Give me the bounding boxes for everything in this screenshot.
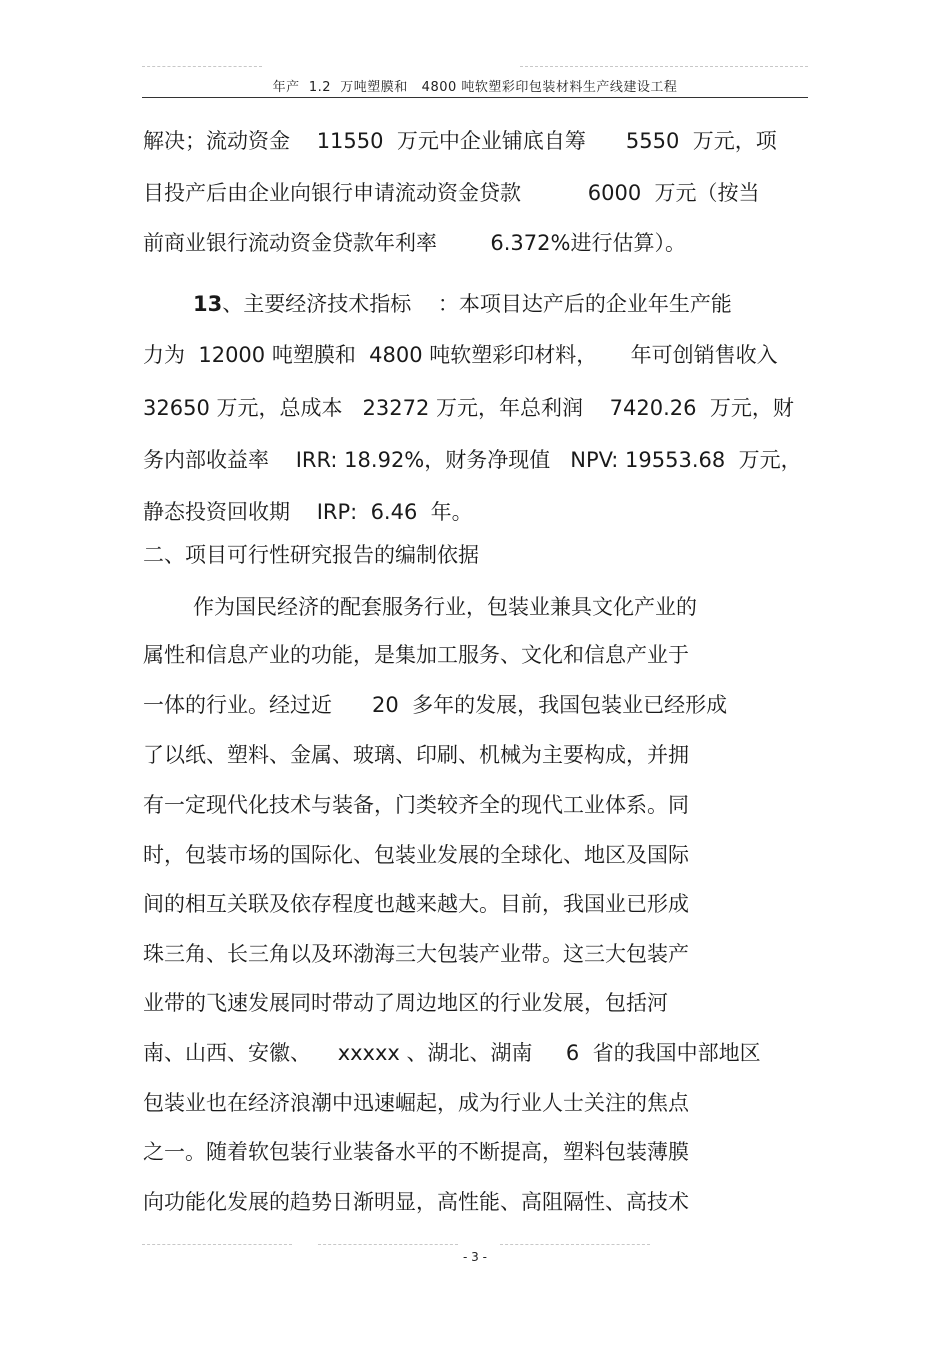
text-line: 之一。随着软包装行业装备水平的不断提高，塑料包装薄膜 bbox=[143, 1140, 689, 1164]
footer-dash-line bbox=[318, 1244, 458, 1247]
text-line: 静态投资回收期 IRP: 6.46 年。 bbox=[143, 500, 473, 524]
text-line: 有一定现代化技术与装备，门类较齐全的现代工业体系。同 bbox=[143, 793, 689, 817]
footer-dash-line bbox=[500, 1244, 650, 1247]
text-line: 属性和信息产业的功能，是集加工服务、文化和信息产业于 bbox=[143, 643, 689, 667]
text-line: 间的相互关联及依存程度也越来越大。目前，我国业已形成 bbox=[143, 892, 689, 916]
text-line: 时，包装市场的国际化、包装业发展的全球化、地区及国际 bbox=[143, 843, 689, 867]
text-line: 一体的行业。经过近 20 多年的发展，我国包装业已经形成 bbox=[143, 693, 728, 717]
paragraph-13 bbox=[193, 290, 732, 318]
text-line: 业带的飞速发展同时带动了周边地区的行业发展，包括河 bbox=[143, 991, 668, 1015]
text-line: 前商业银行流动资金贷款年利率 6.372%进行估算）。 bbox=[143, 231, 686, 255]
text-line: 务内部收益率 IRR: 18.92%，财务净现值 NPV: 19553.68 万元， bbox=[143, 448, 802, 472]
header-rule bbox=[142, 97, 808, 98]
text-line: 、主要经济技术指标 ：本项目达产后的企业年生产能 bbox=[222, 292, 732, 316]
text-line: 力为 12000 吨塑膜和 4800 吨软塑彩印材料， 年可创销售收入 bbox=[143, 343, 778, 367]
header-dash-line bbox=[142, 66, 262, 69]
footer-dash-line bbox=[142, 1244, 292, 1247]
page-number: - 3 - bbox=[463, 1250, 487, 1264]
text-line: 包装业也在经济浪潮中迅速崛起，成为行业人士关注的焦点 bbox=[143, 1091, 689, 1115]
text-line: 珠三角、长三角以及环渤海三大包装产业带。这三大包装产 bbox=[143, 942, 689, 966]
header-dash-line bbox=[520, 66, 808, 69]
text-line: 作为国民经济的配套服务行业，包装业兼具文化产业的 bbox=[193, 595, 697, 619]
text-line: 目投产后由企业向银行申请流动资金贷款 6000 万元（按当 bbox=[143, 181, 760, 205]
text-line: 向功能化发展的趋势日渐明显，高性能、高阻隔性、高技术 bbox=[143, 1190, 689, 1214]
text-line: 解决；流动资金 11550 万元中企业铺底自筹 5550 万元，项 bbox=[143, 129, 777, 153]
text-line: 32650 万元，总成本 23272 万元，年总利润 7420.26 万元，财 bbox=[143, 396, 794, 420]
running-header: 年产 1.2 万吨塑膜和 4800 吨软塑彩印包装材料生产线建设工程 bbox=[272, 80, 678, 95]
section-number: 13 bbox=[193, 292, 223, 316]
text-line: 南、山西、安徽、 xxxxx 、湖北、湖南 6 省的我国中部地区 bbox=[143, 1041, 761, 1065]
section-heading: 二、项目可行性研究报告的编制依据 bbox=[143, 543, 479, 567]
text-line: 了以纸、塑料、金属、玻璃、印刷、机械为主要构成，并拥 bbox=[143, 743, 689, 767]
